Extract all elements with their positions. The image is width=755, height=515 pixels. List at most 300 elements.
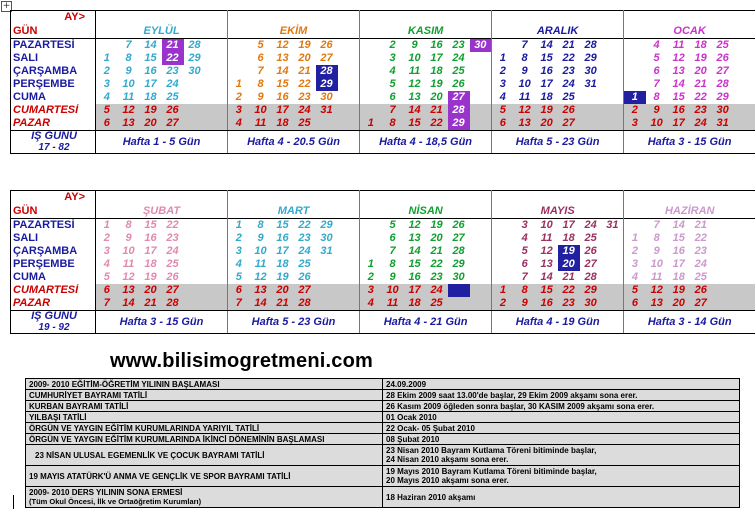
date-cell <box>184 78 206 91</box>
date-cell: 22 <box>426 117 448 131</box>
month-header-0: EYLÜL <box>96 11 228 39</box>
day-row <box>11 284 755 297</box>
date-cell: 3 <box>499 78 506 90</box>
date-cell: 23 <box>448 39 470 53</box>
date-cell: 12 <box>646 284 668 297</box>
date-cell: 12 <box>122 271 135 283</box>
date-cell: 14 <box>408 245 421 257</box>
date-cell <box>206 91 228 104</box>
date-cell: 18 <box>144 91 157 103</box>
date-cell: 7 <box>382 104 404 117</box>
date-cell <box>206 271 228 284</box>
date-cell: 9 <box>257 232 264 244</box>
month-header-3: ARALIK <box>492 11 624 39</box>
date-cell: 2 <box>631 245 639 257</box>
date-cell: 1 <box>96 219 118 233</box>
info-row <box>26 434 740 445</box>
date-cell: 19 <box>276 271 289 283</box>
info-row <box>26 487 740 508</box>
day-row <box>11 78 755 91</box>
date-cell: 8 <box>521 52 528 64</box>
date-cell: 29 <box>452 258 465 270</box>
date-cell: 27 <box>584 258 597 270</box>
date-cell: 24 <box>166 78 179 90</box>
info-row <box>26 390 740 401</box>
date-cell <box>228 52 250 65</box>
date-cell <box>734 219 755 233</box>
date-cell <box>734 65 755 78</box>
date-cell: 30 <box>188 65 201 77</box>
date-cell: 30 <box>584 65 597 77</box>
footer-row <box>11 131 755 154</box>
date-cell: 15 <box>536 284 558 297</box>
ay-row <box>11 11 755 25</box>
date-cell: 24 <box>166 245 179 257</box>
date-cell: 31 <box>320 245 333 257</box>
date-cell: 12 <box>672 52 685 64</box>
date-cell <box>492 232 514 245</box>
date-cell: 2 <box>235 91 242 103</box>
date-cell: 21 <box>298 65 311 77</box>
date-cell <box>360 245 382 258</box>
date-cell <box>338 117 360 131</box>
is-gunu-cell <box>11 131 96 154</box>
date-cell: 13 <box>408 232 421 244</box>
date-cell: 8 <box>389 258 396 270</box>
date-cell: 27 <box>716 65 729 77</box>
date-cell: 16 <box>540 65 553 77</box>
date-cell: 25 <box>584 232 597 244</box>
date-cell: 13 <box>118 117 140 131</box>
date-cell: 10 <box>536 219 558 233</box>
date-cell: 18 <box>690 39 712 53</box>
date-cell <box>338 258 360 271</box>
date-cell: 20 <box>298 52 311 64</box>
date-cell: 31 <box>316 104 338 117</box>
info-date <box>383 434 740 445</box>
date-cell: 16 <box>276 232 289 244</box>
date-cell: 7 <box>521 271 528 283</box>
month-header-3: MAYIS <box>492 191 624 219</box>
date-cell <box>206 39 228 53</box>
date-cell: 17 <box>430 52 443 64</box>
date-cell: 23 <box>694 245 707 257</box>
date-cell: 18 <box>404 297 426 311</box>
date-cell: 7 <box>646 219 668 233</box>
date-cell: 10 <box>122 78 135 90</box>
date-cell: 28 <box>162 297 184 311</box>
date-cell: 3 <box>360 284 382 297</box>
date-cell: 6 <box>228 284 250 297</box>
info-event <box>26 423 383 434</box>
date-cell: 4 <box>499 91 506 103</box>
date-cell <box>602 52 624 65</box>
date-cell: 23 <box>562 65 575 77</box>
date-cell <box>316 117 338 131</box>
date-cell: 6 <box>653 65 660 77</box>
date-cell: 17 <box>272 104 294 117</box>
date-cell: 16 <box>144 232 157 244</box>
month-header-0: ŞUBAT <box>96 191 228 219</box>
date-cell: 26 <box>690 284 712 297</box>
date-cell: 24 <box>562 78 575 90</box>
date-cell: 17 <box>558 219 580 233</box>
date-cell: 16 <box>276 91 289 103</box>
date-cell: 17 <box>144 245 157 257</box>
date-cell <box>184 258 206 271</box>
date-cell <box>734 258 755 271</box>
date-cell: 19 <box>558 245 580 258</box>
date-cell <box>316 258 338 271</box>
date-cell <box>734 297 755 311</box>
date-cell <box>580 104 602 117</box>
date-cell: 9 <box>646 104 668 117</box>
date-cell: 29 <box>316 78 338 91</box>
date-cell: 14 <box>540 271 553 283</box>
info-row <box>26 445 740 466</box>
date-cell: 20 <box>430 91 443 103</box>
date-cell: 1 <box>624 91 646 104</box>
info-date <box>383 412 740 423</box>
info-event <box>26 445 383 466</box>
date-cell: 31 <box>712 117 734 131</box>
date-cell: 29 <box>316 219 338 233</box>
date-cell: 28 <box>716 78 729 90</box>
date-cell: 13 <box>250 284 272 297</box>
date-cell <box>228 39 250 53</box>
date-cell: 29 <box>716 91 729 103</box>
date-cell <box>206 78 228 91</box>
date-cell <box>360 39 382 53</box>
week-summary: Hafta 4 - 20.5 Gün <box>228 131 360 154</box>
date-cell <box>470 65 492 78</box>
date-cell <box>734 78 755 91</box>
date-cell: 9 <box>257 91 264 103</box>
date-cell: 24 <box>426 284 448 297</box>
date-cell <box>492 271 514 284</box>
date-cell: 16 <box>668 104 690 117</box>
date-cell <box>734 271 755 284</box>
date-cell <box>602 258 624 271</box>
date-cell: 22 <box>162 219 184 233</box>
date-cell: 31 <box>602 219 624 233</box>
date-cell <box>206 284 228 297</box>
date-cell: 28 <box>184 39 206 53</box>
info-date-line: 22 Ocak- 05 Şubat 2010 <box>386 423 475 433</box>
date-cell: 3 <box>235 245 242 257</box>
date-cell: 22 <box>162 52 184 65</box>
week-summary: Hafta 3 - 15 Gün <box>624 131 755 154</box>
holiday-info-table <box>25 378 740 508</box>
date-cell: 13 <box>672 65 685 77</box>
date-cell: 14 <box>404 104 426 117</box>
day-label: PAZARTESİ <box>11 219 96 233</box>
date-cell <box>470 297 492 311</box>
date-cell <box>338 219 360 233</box>
date-cell: 22 <box>694 91 707 103</box>
date-cell <box>734 232 755 245</box>
date-cell: 11 <box>250 117 272 131</box>
date-cell <box>184 117 206 131</box>
date-cell: 23 <box>166 65 179 77</box>
date-cell <box>492 245 514 258</box>
is-gunu-value: 17 - 82 <box>38 142 70 153</box>
day-row <box>11 104 755 117</box>
info-event <box>26 412 383 423</box>
date-cell <box>602 117 624 131</box>
date-cell: 15 <box>144 52 157 64</box>
month-header-1: MART <box>228 191 360 219</box>
date-cell: 30 <box>320 91 333 103</box>
info-event-line: 23 NİSAN ULUSAL EGEMENLİK VE ÇOCUK BAYRAMI TATİLİ <box>35 450 265 460</box>
date-cell: 4 <box>646 39 668 53</box>
date-cell: 1 <box>631 232 639 244</box>
date-cell: 20 <box>694 65 707 77</box>
date-cell: 1 <box>228 219 250 233</box>
date-cell: 14 <box>250 297 272 311</box>
date-cell: 8 <box>125 52 132 64</box>
day-row <box>11 91 755 104</box>
date-cell <box>624 52 646 65</box>
date-cell <box>316 271 338 284</box>
day-label: PERŞEMBE <box>11 78 96 91</box>
info-date <box>383 401 740 412</box>
date-cell: 8 <box>250 219 272 233</box>
date-cell <box>360 219 382 233</box>
website-url[interactable]: www.bilisimogretmeni.com <box>110 350 373 372</box>
date-cell <box>206 117 228 131</box>
date-cell <box>338 297 360 311</box>
date-cell: 2 <box>103 232 110 244</box>
date-cell: 19 <box>430 78 443 90</box>
info-event-line: YILBAŞI TATİLİ <box>29 412 87 422</box>
date-cell: 19 <box>140 104 162 117</box>
date-cell: 20 <box>140 117 162 131</box>
info-date-line: 23 Nisan 2010 Bayram Kutlama Töreni bitiminde başlar, <box>386 446 597 455</box>
date-cell: 7 <box>257 65 264 77</box>
info-row <box>26 412 740 423</box>
date-cell <box>206 52 228 65</box>
date-cell: 7 <box>96 297 118 311</box>
date-cell: 11 <box>650 271 663 283</box>
date-cell: 22 <box>294 219 316 233</box>
date-cell: 23 <box>166 232 179 244</box>
date-cell <box>184 232 206 245</box>
date-cell <box>470 258 492 271</box>
info-event <box>26 466 383 487</box>
date-cell: 3 <box>389 52 396 64</box>
date-cell: 8 <box>653 91 660 103</box>
date-cell <box>602 65 624 78</box>
info-event <box>26 487 383 508</box>
info-date-line: 18 Haziran 2010 akşamı <box>386 492 476 502</box>
date-cell: 7 <box>228 297 250 311</box>
date-cell: 16 <box>408 271 421 283</box>
date-cell <box>338 271 360 284</box>
date-cell <box>206 219 228 233</box>
info-date <box>383 379 740 390</box>
date-cell: 18 <box>672 271 685 283</box>
day-label: PERŞEMBE <box>11 258 96 271</box>
date-cell: 9 <box>521 65 528 77</box>
info-event-line: 2009- 2010 EĞİTİM-ÖĞRETİM YILININ BAŞLAMASI <box>29 379 220 389</box>
date-cell <box>602 78 624 91</box>
date-cell: 2 <box>235 232 242 244</box>
date-cell: 12 <box>540 245 553 257</box>
table-move-handle[interactable]: + <box>2 1 11 11</box>
date-cell <box>624 39 646 53</box>
week-summary: Hafta 4 - 19 Gün <box>492 311 624 334</box>
date-cell: 2 <box>103 65 110 77</box>
date-cell: 28 <box>452 245 465 257</box>
date-cell <box>602 284 624 297</box>
ay-text: AY> <box>64 191 85 203</box>
date-cell <box>492 219 514 233</box>
date-cell <box>184 219 206 233</box>
date-cell: 21 <box>690 219 712 233</box>
date-cell: 4 <box>631 271 639 283</box>
date-cell: 11 <box>254 258 267 270</box>
date-cell: 10 <box>408 52 421 64</box>
date-cell: 13 <box>646 297 668 311</box>
date-cell: 23 <box>558 297 580 311</box>
date-cell: 5 <box>103 271 110 283</box>
date-cell: 26 <box>316 39 338 53</box>
date-cell: 26 <box>452 78 465 90</box>
date-cell <box>712 219 734 233</box>
info-date-line: 26 Kasım 2009 öğleden sonra başlar, 30 KASIM 2009 akşamı sona erer. <box>386 401 655 411</box>
date-cell: 14 <box>672 78 685 90</box>
date-cell: 3 <box>514 219 536 233</box>
info-event-line: ÖRGÜN VE YAYGIN EĞİTİM KURUMLARINDA İKİNCİ DÖNEMİNİN BAŞLAMASI <box>29 434 325 444</box>
date-cell: 25 <box>562 91 575 103</box>
info-row <box>26 379 740 390</box>
info-date <box>383 390 740 401</box>
date-cell <box>316 284 338 297</box>
ay-label <box>11 11 96 25</box>
info-date-line: 01 Ocak 2010 <box>386 412 437 422</box>
date-cell: 12 <box>404 219 426 233</box>
date-cell: 11 <box>668 39 690 53</box>
date-cell: 6 <box>389 232 396 244</box>
day-row <box>11 52 755 65</box>
date-cell: 27 <box>452 232 465 244</box>
date-cell: 1 <box>367 258 374 270</box>
date-cell: 22 <box>558 284 580 297</box>
date-cell: 5 <box>624 284 646 297</box>
date-cell <box>470 271 492 284</box>
date-cell <box>470 117 492 131</box>
date-cell: 4 <box>389 65 396 77</box>
date-cell: 1 <box>235 78 242 90</box>
date-cell <box>712 245 734 258</box>
date-cell: 27 <box>294 284 316 297</box>
date-cell: 16 <box>536 297 558 311</box>
date-cell: 17 <box>144 78 157 90</box>
date-cell: 30 <box>712 104 734 117</box>
is-gunu-cell <box>11 311 96 334</box>
date-cell <box>602 271 624 284</box>
date-cell: 14 <box>668 219 690 233</box>
info-event-line: 2009- 2010 DERS YILININ SONA ERMESİ <box>29 488 183 497</box>
date-cell: 8 <box>653 232 660 244</box>
date-cell <box>712 232 734 245</box>
date-cell: 5 <box>653 52 660 64</box>
date-cell <box>338 39 360 53</box>
date-cell: 9 <box>653 245 660 257</box>
date-cell <box>338 284 360 297</box>
info-event-line: ÖRGÜN VE YAYGIN EĞİTİM KURUMLARINDA YARIYIL TATİLİ <box>29 423 260 433</box>
date-cell <box>206 258 228 271</box>
date-cell: 20 <box>272 284 294 297</box>
date-cell: 8 <box>257 78 264 90</box>
date-cell <box>712 284 734 297</box>
date-cell <box>602 91 624 104</box>
info-event <box>26 401 383 412</box>
date-cell: 24 <box>580 219 602 233</box>
date-cell: 29 <box>448 117 470 131</box>
date-cell <box>602 297 624 311</box>
date-cell <box>624 219 646 233</box>
date-cell <box>470 52 492 65</box>
gun-label: GÜN <box>11 24 96 39</box>
date-cell: 11 <box>382 297 404 311</box>
date-cell: 7 <box>514 39 536 53</box>
date-cell: 22 <box>430 258 443 270</box>
date-cell: 26 <box>584 245 597 257</box>
date-cell: 17 <box>276 245 289 257</box>
date-cell <box>206 297 228 311</box>
date-cell: 4 <box>103 258 110 270</box>
date-cell: 20 <box>536 117 558 131</box>
date-cell <box>360 52 382 65</box>
date-cell: 20 <box>668 297 690 311</box>
date-cell <box>602 104 624 117</box>
date-cell: 23 <box>690 104 712 117</box>
date-cell <box>734 39 755 53</box>
date-cell: 4 <box>521 232 528 244</box>
date-cell: 19 <box>694 52 707 64</box>
date-cell: 27 <box>162 284 184 297</box>
date-cell: 27 <box>558 117 580 131</box>
date-cell <box>184 284 206 297</box>
day-row <box>11 258 755 271</box>
date-cell: 4 <box>103 91 110 103</box>
info-date-line: 24.09.2009 <box>386 379 427 389</box>
date-cell: 19 <box>668 284 690 297</box>
day-label: CUMARTESİ <box>11 104 96 117</box>
date-cell: 12 <box>408 78 421 90</box>
date-cell: 10 <box>250 104 272 117</box>
info-event-line: (Tüm Okul Öncesi, İlk ve Ortaöğretim Kurumları) <box>29 497 202 506</box>
is-gunu-value: 19 - 92 <box>38 322 70 333</box>
date-cell: 2 <box>367 271 374 283</box>
date-cell: 16 <box>144 65 157 77</box>
date-cell: 23 <box>298 91 311 103</box>
info-date-line: 19 Mayıs 2010 Bayram Kutlama Töreni bitiminde başlar, <box>386 467 597 476</box>
week-summary: Hafta 5 - 23 Gün <box>228 311 360 334</box>
week-summary: Hafta 3 - 15 Gün <box>96 311 228 334</box>
date-cell: 6 <box>257 52 264 64</box>
date-cell: 11 <box>122 91 135 103</box>
date-cell: 23 <box>298 232 311 244</box>
day-label: SALI <box>11 232 96 245</box>
date-cell: 5 <box>96 104 118 117</box>
date-cell: 2 <box>499 65 506 77</box>
date-cell: 10 <box>650 258 663 270</box>
date-cell: 15 <box>140 219 162 233</box>
date-cell: 12 <box>254 271 267 283</box>
